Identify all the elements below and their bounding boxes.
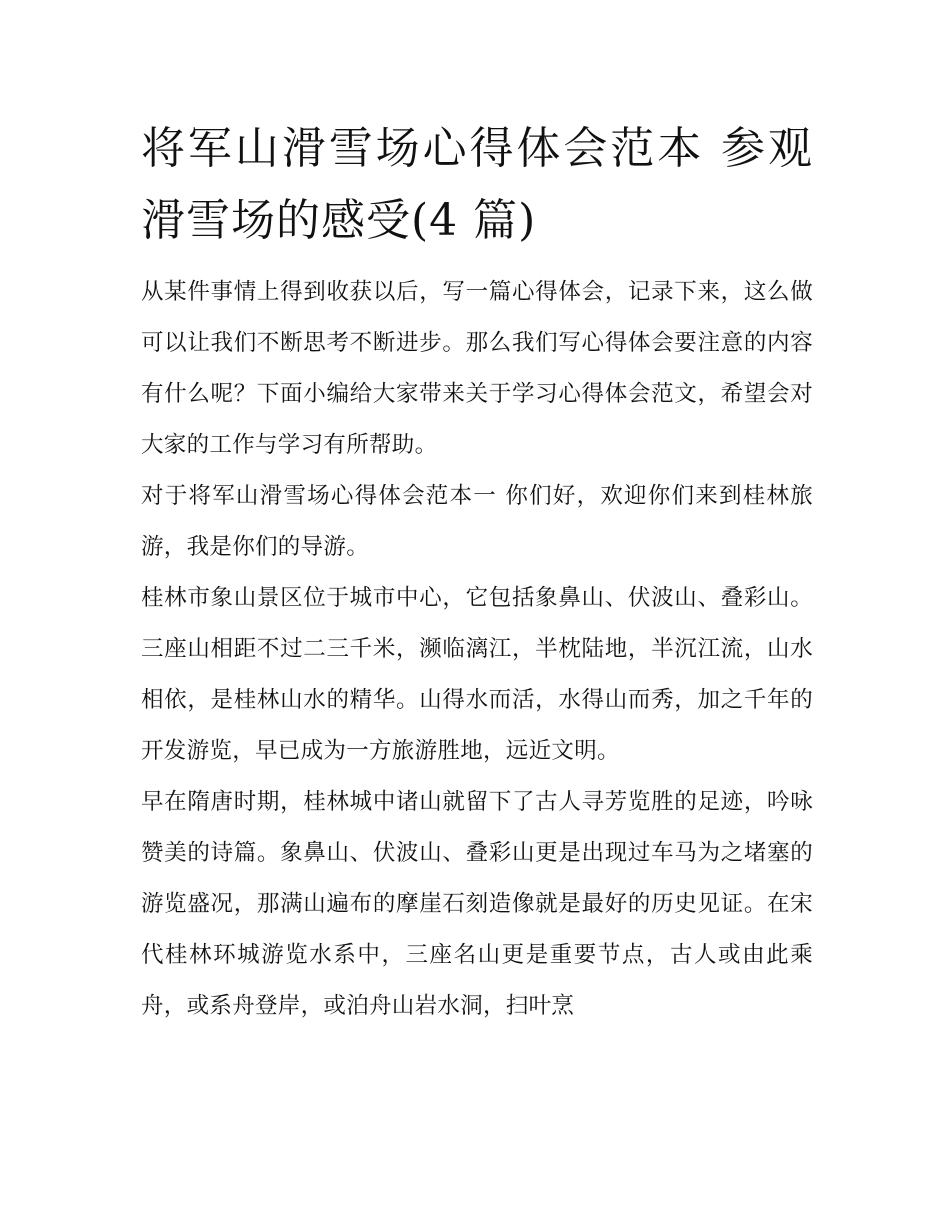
history-paragraph: 早在隋唐时期，桂林城中诸山就留下了古人寻芳览胜的足迹，吟咏赞美的诗篇。象鼻山、伏波山、叠彩山更是出现过车马为之堵塞的游览盛况，那满山遍布的摩崖石刻造像就是最好的历史见证。在宋代桂林环城游览水系中，三座名山更是重要节点，古人或由此乘舟，或系舟登岸，或泊舟山岩水洞，扫叶烹 [141,789,813,1019]
document-title: 将军山滑雪场心得体会范本 参观滑雪场的感受(4 篇) [141,123,813,246]
intro-paragraph: 从某件事情上得到收获以后，写一篇心得体会，记录下来，这么做可以让我们不断思考不断进步。那么我们写心得体会要注意的内容有什么呢？下面小编给大家带来关于学习心得体会范文，希望会对大家的工作与学习有所帮助。 [141,279,813,458]
greeting-paragraph: 对于将军山滑雪场心得体会范本一 你们好，欢迎你们来到桂林旅游，我是你们的导游。 [141,483,813,560]
scenic-area-paragraph: 桂林市象山景区位于城市中心，它包括象鼻山、伏波山、叠彩山。三座山相距不过二三千米，濒临漓江，半枕陆地，半沉江流，山水相依，是桂林山水的精华。山得水而活，水得山而秀，加之千年的开发游览，早已成为一方旅游胜地，远近文明。 [141,585,813,764]
paragraph-list [141,267,813,1032]
document-body [141,113,813,1032]
